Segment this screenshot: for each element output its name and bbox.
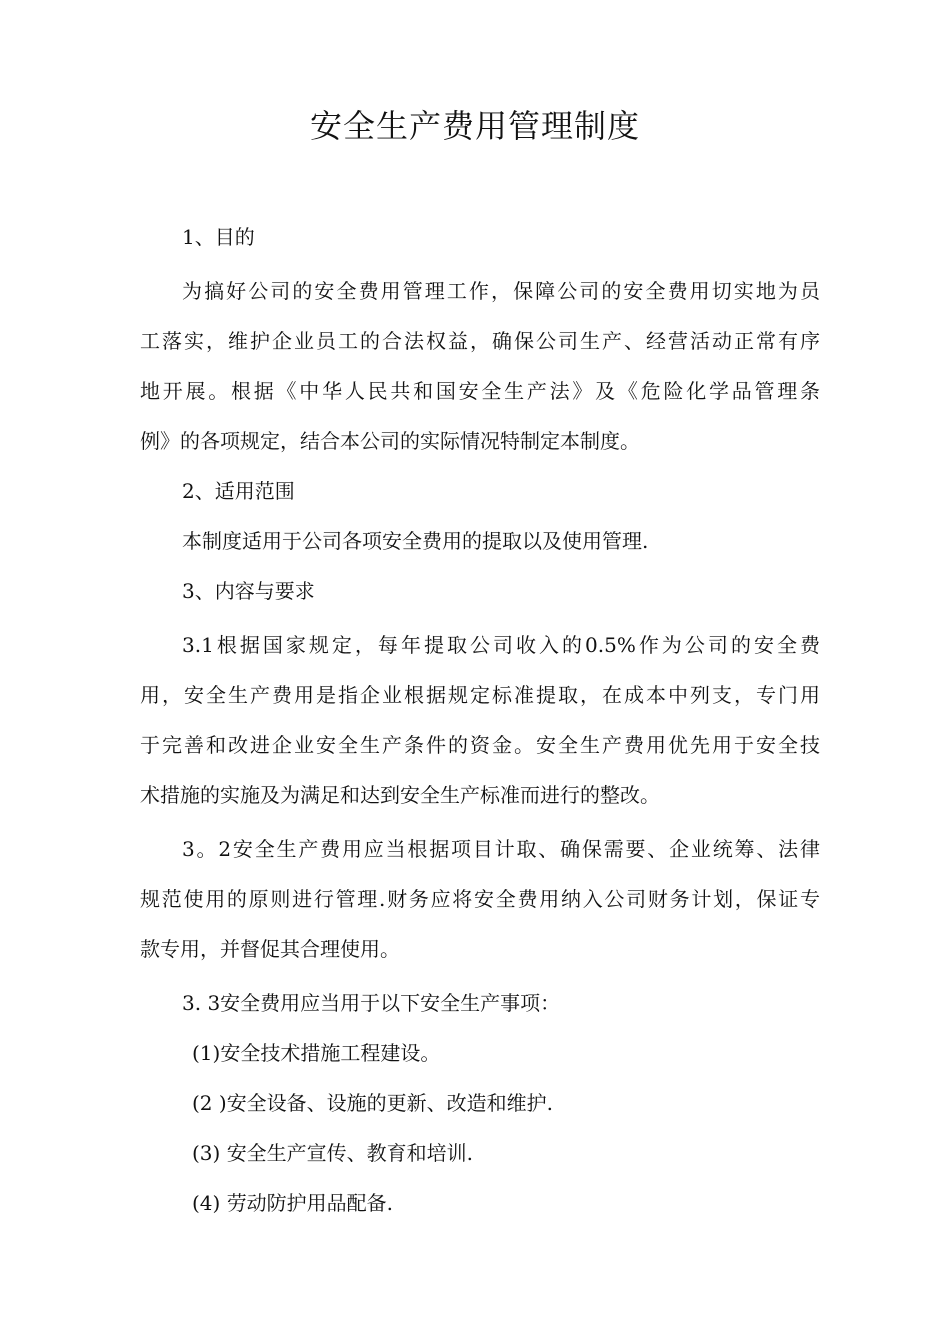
section-2-paragraph-line: 本制度适用于公司各项安全费用的提取以及使用管理. [182,529,649,553]
clause-3-1-line: 3.1根据国家规定，每年提取公司收入的0.5%作为公司的安全费 [182,633,820,657]
clause-3-2-line: 款专用，并督促其合理使用。 [140,937,400,961]
clause-3-2-line: 3。2安全生产费用应当根据项目计取、确保需要、企业统筹、法律 [182,837,820,861]
section-1-paragraph-line: 例》的各项规定，结合本公司的实际情况特制定本制度。 [140,429,640,453]
list-item: (2 )安全设备、设施的更新、改造和维护. [192,1091,554,1115]
clause-3-1-line: 于完善和改进企业安全生产条件的资金。安全生产费用优先用于安全技 [140,733,820,757]
list-item: (1)安全技术措施工程建设。 [192,1041,441,1065]
clause-3-2-line: 规范使用的原则进行管理.财务应将安全费用纳入公司财务计划，保证专 [140,887,820,911]
clause-3-3: 3. 3安全费用应当用于以下安全生产事项： [182,991,561,1015]
document-body [140,212,820,1228]
section-1-paragraph-line: 工落实，维护企业员工的合法权益，确保公司生产、经营活动正常有序 [140,329,820,353]
section-1-paragraph-line: 为搞好公司的安全费用管理工作，保障公司的安全费用切实地为员 [182,279,820,303]
section-3-heading: 3、内容与要求 [182,579,315,603]
list-item: (3) 安全生产宣传、教育和培训. [192,1141,474,1165]
clause-3-1-line: 术措施的实施及为满足和达到安全生产标准而进行的整改。 [140,783,660,807]
section-1-paragraph-line: 地开展。根据《中华人民共和国安全生产法》及《危险化学品管理条 [140,379,820,403]
clause-3-1-line: 用，安全生产费用是指企业根据规定标准提取，在成本中列支，专门用 [140,683,820,707]
list-item: (4) 劳动防护用品配备. [192,1191,394,1215]
section-1-heading: 1、目的 [182,225,255,249]
section-2-heading: 2、适用范围 [182,479,295,503]
document-title: 安全生产费用管理制度 [309,107,640,145]
